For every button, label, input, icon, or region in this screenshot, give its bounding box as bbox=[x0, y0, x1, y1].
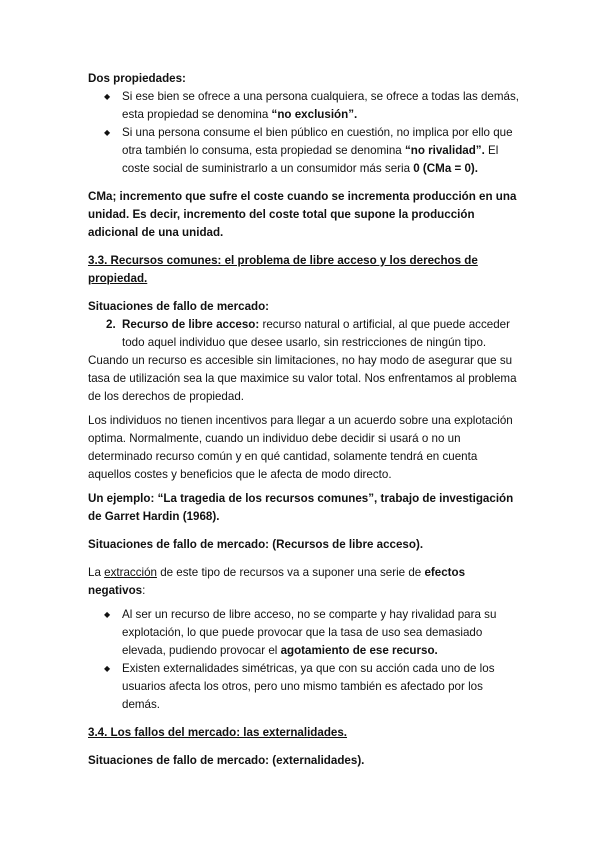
bold-term: efectos negativos bbox=[88, 566, 466, 597]
item-text: recurso natural o artificial, al que puede acceder todo aquel individuo que desee usarlo, sin restricciones de ningún tipo. bbox=[122, 318, 510, 349]
heading-dos-propiedades: Dos propiedades: bbox=[88, 72, 186, 85]
situaciones-heading: Situaciones de fallo de mercado: bbox=[88, 300, 270, 313]
properties-list bbox=[88, 88, 520, 178]
page-content bbox=[88, 70, 520, 770]
item-bold: “no exclusión”. bbox=[271, 108, 358, 121]
item-text: Si ese bien se ofrece a una persona cualquiera, se ofrece a todas las demás, esta propiedad se denomina bbox=[122, 90, 520, 121]
section-3-3-title: 3.3. Recursos comunes: el problema de libre acceso y los derechos de propiedad. bbox=[88, 254, 478, 285]
paragraph: Cuando un recurso es accesible sin limitaciones, no hay modo de asegurar que su tasa de utilización sea la que maximice su valor total. Nos enfrentamos al problema de los derechos de propiedad. bbox=[88, 354, 517, 403]
item-bold: Recurso de libre acceso: bbox=[122, 318, 260, 331]
situaciones-heading-2: Situaciones de fallo de mercado: (Recursos de libre acceso). bbox=[88, 538, 424, 551]
cma-definition: CMa; incremento que sufre el coste cuando se incrementa producción en una unidad. Es decir, incremento del coste total que supone la producción adicional de una unidad. bbox=[88, 190, 517, 239]
item-bold: agotamiento de ese recurso. bbox=[280, 644, 438, 657]
item-text: Existen externalidades simétricas, ya que con su acción cada uno de los usuarios afecta los otros, pero uno mismo también es afectado por los demás. bbox=[122, 662, 495, 711]
item-bold: “no rivalidad”. bbox=[404, 144, 485, 157]
text-span: La bbox=[88, 566, 105, 579]
list-item bbox=[88, 660, 520, 714]
list-item bbox=[88, 606, 520, 660]
item-text: Si una persona consume el bien público en cuestión, no implica por ello que otra también lo consuma, esta propiedad se denomina bbox=[122, 126, 513, 157]
extraction-paragraph bbox=[88, 564, 520, 600]
diamond-bullet-icon: ◆ bbox=[104, 92, 111, 101]
list-item bbox=[88, 88, 520, 124]
item-number: 2. bbox=[106, 318, 116, 331]
item-text: Al ser un recurso de libre acceso, no se comparte y hay rivalidad para su explotación, lo que puede provocar que la tasa de uso sea demasiado elevada, pudiendo provocar el bbox=[122, 608, 497, 657]
diamond-bullet-icon: ◆ bbox=[104, 128, 111, 137]
effects-list bbox=[88, 606, 520, 714]
diamond-bullet-icon: ◆ bbox=[104, 664, 111, 673]
text-span: de este tipo de recursos va a suponer una serie de bbox=[156, 566, 425, 579]
text-span: : bbox=[142, 584, 146, 597]
underlined-term: extracción bbox=[104, 566, 157, 579]
situaciones-heading-3: Situaciones de fallo de mercado: (externalidades). bbox=[88, 754, 365, 767]
list-item bbox=[88, 316, 520, 352]
paragraph: Los individuos no tienen incentivos para llegar a un acuerdo sobre una explotación optima. Normalmente, cuando un individuo debe decidir si usará o no un determinado recurso común y en qué cantidad, solamente tendrá en cuenta aquellos costes y beneficios que le afecta de modo directo. bbox=[88, 414, 513, 481]
example-paragraph: Un ejemplo: “La tragedia de los recursos comunes”, trabajo de investigación de Garret Hardin (1968). bbox=[88, 492, 514, 523]
section-3-4-title: 3.4. Los fallos del mercado: las externalidades. bbox=[88, 726, 348, 739]
item-bold: 0 (CMa = 0). bbox=[413, 162, 479, 175]
list-item bbox=[88, 124, 520, 178]
numbered-list bbox=[88, 316, 520, 352]
item-text: El coste social de suministrarlo a un consumidor más seria bbox=[122, 144, 499, 175]
diamond-bullet-icon: ◆ bbox=[104, 610, 111, 619]
